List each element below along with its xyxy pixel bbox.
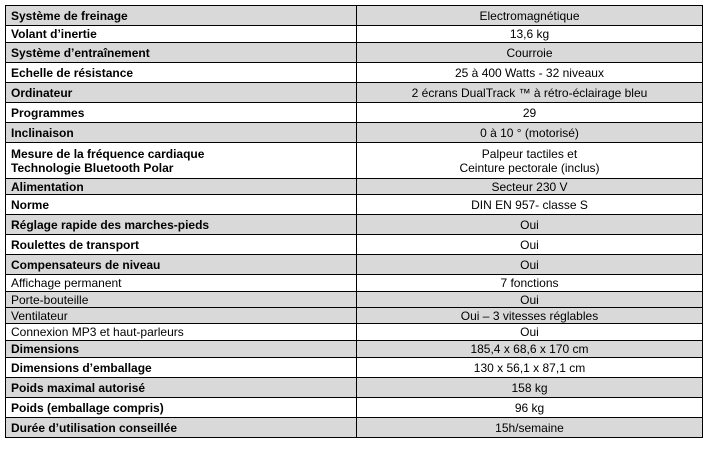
row-value: Oui – 3 vitesses réglables — [357, 308, 703, 324]
table-row — [6, 235, 703, 255]
row-label: Roulettes de transport — [6, 235, 357, 255]
row-label: Réglage rapide des marches-pieds — [6, 215, 357, 235]
table-row — [6, 378, 703, 398]
row-value: 130 x 56,1 x 87,1 cm — [357, 358, 703, 378]
row-value: Oui — [357, 215, 703, 235]
table-row — [6, 143, 703, 179]
row-value: Oui — [357, 255, 703, 275]
table-row — [6, 398, 703, 418]
row-value: 25 à 400 Watts - 32 niveaux — [357, 63, 703, 83]
row-label: Alimentation — [6, 179, 357, 195]
row-label-line: Mesure de la fréquence cardiaque — [11, 146, 205, 161]
row-label: Norme — [6, 195, 357, 215]
table-row — [6, 63, 703, 83]
row-value: Oui — [357, 235, 703, 255]
row-label: Connexion MP3 et haut-parleurs — [6, 324, 357, 341]
row-value: 13,6 kg — [357, 26, 703, 43]
row-label: Système de freinage — [6, 6, 357, 26]
row-value: Oui — [357, 324, 703, 341]
specification-table — [5, 5, 703, 438]
row-label: Programmes — [6, 103, 357, 123]
table-row — [6, 324, 703, 341]
table-row — [6, 358, 703, 378]
row-label: Système d’entraînement — [6, 43, 357, 63]
row-value: 2 écrans DualTrack ™ à rétro-éclairage bleu — [357, 83, 703, 103]
row-label: Echelle de résistance — [6, 63, 357, 83]
table-row — [6, 83, 703, 103]
row-value: 185,4 x 68,6 x 170 cm — [357, 341, 703, 358]
row-label: Affichage permanent — [6, 275, 357, 292]
table-row — [6, 308, 703, 324]
table-row — [6, 6, 703, 26]
row-label: Ordinateur — [6, 83, 357, 103]
row-value: 7 fonctions — [357, 275, 703, 292]
row-value: 158 kg — [357, 378, 703, 398]
table-row — [6, 195, 703, 215]
row-label: Poids maximal autorisé — [6, 378, 357, 398]
row-value: Oui — [357, 292, 703, 308]
row-value-line: Ceinture pectorale (inclus) — [459, 160, 600, 175]
row-label: Dimensions d’emballage — [6, 358, 357, 378]
row-value-line: Palpeur tactiles et — [481, 146, 578, 161]
row-value: Secteur 230 V — [357, 179, 703, 195]
table-row — [6, 255, 703, 275]
spec-sheet — [5, 5, 702, 438]
table-row — [6, 123, 703, 143]
row-label: Poids (emballage compris) — [6, 398, 357, 418]
row-label: Inclinaison — [6, 123, 357, 143]
row-label: Compensateurs de niveau — [6, 255, 357, 275]
table-row — [6, 418, 703, 438]
table-row — [6, 292, 703, 308]
table-row — [6, 341, 703, 358]
row-label: Dimensions — [6, 341, 357, 358]
row-value: 29 — [357, 103, 703, 123]
row-label: Durée d’utilisation conseillée — [6, 418, 357, 438]
row-value: Courroie — [357, 43, 703, 63]
table-row — [6, 179, 703, 195]
row-label-line: Technologie Bluetooth Polar — [11, 160, 174, 175]
table-row — [6, 275, 703, 292]
table-row — [6, 43, 703, 63]
row-label: Volant d’inertie — [6, 26, 357, 43]
row-label — [6, 143, 357, 179]
row-label: Ventilateur — [6, 308, 357, 324]
row-value: 15h/semaine — [357, 418, 703, 438]
row-value — [357, 143, 703, 179]
row-label: Porte-bouteille — [6, 292, 357, 308]
table-row — [6, 215, 703, 235]
table-row — [6, 26, 703, 43]
row-value: 0 à 10 ° (motorisé) — [357, 123, 703, 143]
table-row — [6, 103, 703, 123]
row-value: Electromagnétique — [357, 6, 703, 26]
row-value: DIN EN 957- classe S — [357, 195, 703, 215]
row-value: 96 kg — [357, 398, 703, 418]
